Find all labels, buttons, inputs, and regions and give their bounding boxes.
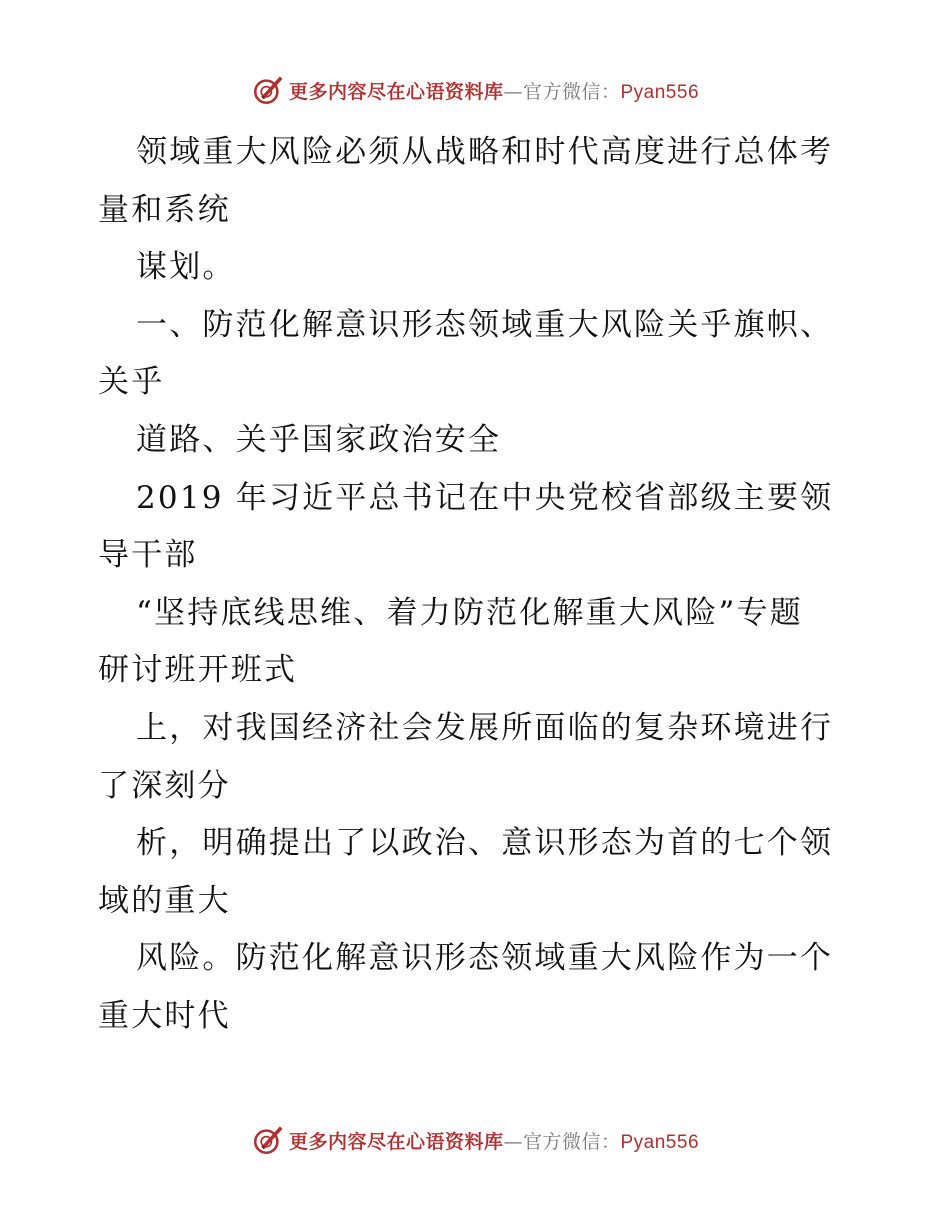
text-line: 上，对我国经济社会发展所面临的复杂环境进行 [136,709,834,746]
header-brand-text: 更多内容尽在心语资料库 [288,80,504,103]
header-wechat-id: Pyan556 [620,81,700,103]
header-wechat-label: 官方微信： [522,80,621,103]
footer-brand-text: 更多内容尽在心语资料库 [288,1130,504,1153]
header-dash: — [503,80,523,103]
text-line: 2019 年习近平总书记在中央党校省部级主要领 [136,479,834,516]
text-line: 风险。防范化解意识形态领域重大风险作为一个 [136,940,834,977]
text-line: 一、防范化解意识形态领域重大风险关乎旗帜、 [136,306,834,343]
text-line: 关乎 [98,364,165,401]
footer-banner-inner [251,1123,699,1157]
text-line: 谋划。 [136,249,236,286]
text-line: 了深刻分 [98,767,231,804]
footer-wechat-id: Pyan556 [620,1131,700,1153]
text-line: 道路、关乎国家政治安全 [136,421,502,458]
footer-wechat-label: 官方微信： [522,1130,621,1153]
header-banner [0,70,950,110]
header-banner-inner [251,73,699,107]
text-line: 量和系统 [98,191,231,228]
footer-banner [0,1120,950,1160]
footer-banner-text [289,1127,699,1154]
text-line: 研讨班开班式 [98,652,298,689]
text-line: “坚持底线思维、着力防范化解重大风险”专题 [136,594,803,631]
header-banner-text [289,77,699,104]
footer-dash: — [503,1130,523,1153]
text-line: 导干部 [98,537,198,574]
text-line: 析，明确提出了以政治、意识形态为首的七个领 [136,825,834,862]
pen-logo-icon [251,1123,285,1157]
text-line: 领域重大风险必须从战略和时代高度进行总体考 [136,134,834,170]
text-line: 域的重大 [98,882,231,919]
text-line: 重大时代 [98,997,231,1034]
document-body [98,124,858,1046]
pen-logo-icon [251,73,285,107]
